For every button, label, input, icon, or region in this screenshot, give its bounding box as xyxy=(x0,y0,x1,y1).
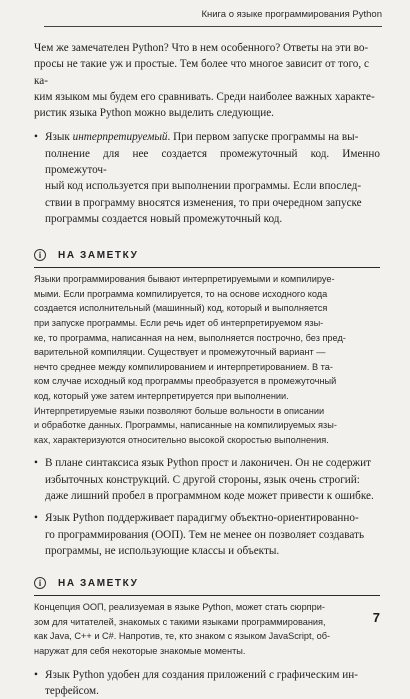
bullet-marker: • xyxy=(34,512,38,525)
note-divider xyxy=(34,267,380,268)
note-header xyxy=(34,574,380,592)
bullet-gui: • Язык Python удобен для создания приложений с графическим ин- терфейсом. xyxy=(34,668,358,697)
note-box-compiled-vs-interpreted xyxy=(34,246,380,447)
note-header xyxy=(34,246,380,264)
bullet-marker: • xyxy=(34,457,38,470)
page-number: 7 xyxy=(372,610,380,625)
bullet-syntax: • В плане синтаксиса язык Python прост и лаконичен. Он не содержит избыточных конструкций. С другой стороны, язык очень строгий: даже лишний пробел в программном коде может привести к ошибке. xyxy=(34,457,374,502)
bullet-oop: • Язык Python поддерживает парадигму объектно-ориентированно- го программирования (ООП). Тем не менее он позволяет создавать программы, не использующие классы и объекты. xyxy=(34,512,365,557)
emphasis-interpreted: интерпретируемый xyxy=(72,131,168,144)
note-box-oop xyxy=(34,574,380,658)
bullet-marker: • xyxy=(34,131,38,144)
intro-paragraph: Чем же замечателен Python? Что в нем особенного? Ответы на эти во- просы не такие уж и простые. Тем более что многое зависит от того, с ка- ким языком мы будем его сравнивать. Среди наиболее важных характе- ристик языка Python можно выделить следующие. xyxy=(34,42,375,120)
running-header xyxy=(44,6,382,27)
page-content xyxy=(34,40,380,699)
info-icon: i xyxy=(34,249,46,261)
bullet-interpreted: • Язык интерпретируемый. При первом запуске программы на вы- полнение для нее создается промежуточный код. Именно промежуточ- ный код используется при выполнении программы. Если впослед- ствии в программу вносятся изменения, то при очередном запуске программы создается новый промежуточный код. xyxy=(34,131,380,225)
bullet-marker: • xyxy=(34,668,38,681)
info-icon: i xyxy=(34,577,46,589)
note-body: Концепция ООП, реализуемая в языке Python, может стать сюрпри- зом для читателей, знакомых с такими языками программирования, как Java, C++ и C#. Напротив, те, кто знаком с языком JavaScript, об- наружат для себя некоторые знакомые моменты. xyxy=(34,602,331,656)
note-divider xyxy=(34,595,380,596)
note-label: НА ЗАМЕТКУ xyxy=(58,577,139,589)
note-body: Языки программирования бывают интерпретируемыми и компилируе- мыми. Если программа компилируется, то на основе исходного кода создается исполнительный (машинный) код, который и выполняется при запуске программы. Если речь идет об интерпретируемом язы- ке, то программа, написанная на нем, выполняется построчно, без пред- варительной компиляции. Существует и промежуточный вариант — нечто среднее между компилированием и интерпретированием. В та- ком случае исходный код программы преобразуется в промежуточный код, который уже затем интерпретируется при выполнении. Интерпретируемые языки позволяют больше вольности в описании и обработке данных. Программы, написанные на компилируемых язы- ках, характеризуются относительно высокой скоростью выполнения. xyxy=(34,274,346,445)
running-header-title: Книга о языке программирования Python xyxy=(201,9,382,20)
note-label: НА ЗАМЕТКУ xyxy=(58,249,139,261)
